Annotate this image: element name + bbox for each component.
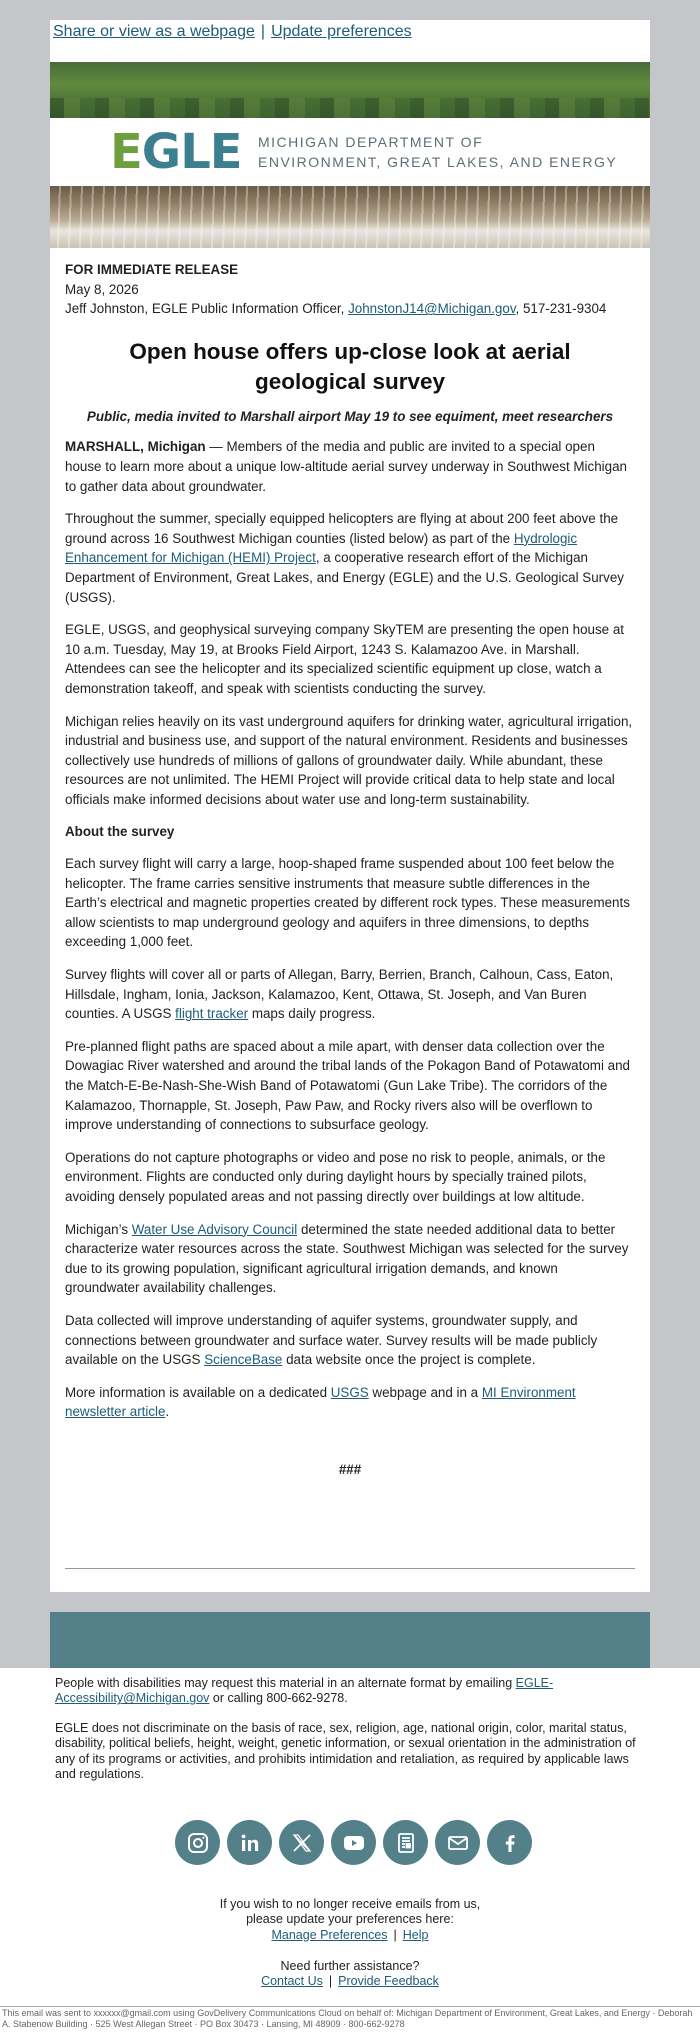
paragraph-10: Data collected will improve understanding of aquifer systems, groundwater supply, and connections between groundwater and surface water. Survey results will be made publicly available on the USGS ScienceBase data website once the project is complete. (65, 1312, 598, 1368)
footer (0, 1668, 700, 2036)
assistance-block (0, 1959, 700, 1990)
agency-name (258, 132, 617, 172)
end-mark: ### (338, 1461, 362, 1477)
manage-preferences-link[interactable]: Manage Preferences (271, 1927, 388, 1942)
assistance-links: Contact Us | Provide Feedback (261, 1974, 439, 1989)
preference-links: Manage Preferences | Help (271, 1927, 429, 1942)
article-body (65, 260, 635, 1480)
waterfall-photo (50, 186, 650, 248)
unsubscribe-line-1: If you wish to no longer receive emails from us, (219, 1897, 481, 1911)
help-link[interactable]: Help (402, 1927, 429, 1942)
egle-wordmark: EGLE (110, 124, 242, 180)
agency-name-line-2: ENVIRONMENT, GREAT LAKES, AND ENERGY (258, 154, 618, 170)
sciencebase-link[interactable]: ScienceBase (204, 1352, 283, 1368)
release-label: FOR IMMEDIATE RELEASE (65, 262, 239, 277)
press-contact: Jeff Johnston, EGLE Public Information Officer, JohnstonJ14@Michigan.gov, 517-231-9304 (65, 301, 607, 317)
unsubscribe-block (0, 1897, 700, 1943)
usgs-webpage-link[interactable]: USGS (330, 1384, 369, 1400)
newsletter-icon[interactable] (383, 1820, 428, 1865)
update-preferences-link[interactable]: Update preferences (271, 23, 412, 40)
linkedin-icon[interactable] (227, 1820, 272, 1865)
paragraph-9: Michigan’s Water Use Advisory Council determined the state needed additional data to better characterize water resources across the state. Southwest Michigan was selected for the survey due to its growing population, significant agricultural irrigation demands, and known groundwater availability challenges. (65, 1221, 629, 1296)
paragraph-2: Throughout the summer, specially equipped helicopters are flying at about 200 feet above the ground across 16 Southwest Michigan counties (listed below) as part of the Hydrologic Enhancement for Michigan (HEMI) Project, a cooperative research effort of the Michigan Department of Environment, Great Lakes, and Energy (EGLE) and the U.S. Geological Survey (USGS). (65, 511, 624, 605)
paragraph-7: Pre-planned flight paths are spaced about a mile apart, with denser data collection over the Dowagiac River watershed and around the tribal lands of the Pokagon Band of Potawatomi and the Match-E-Be-Nash-She-Wish Band of Potawatomi (Gun Lake Tribe). The corridors of the Kalamazoo, Thornapple, St. Joseph, Paw Paw, and Rocky rivers also will be overflown to improve understanding of connections to subsurface geology. (65, 1038, 630, 1133)
paragraph-8: Operations do not capture photographs or video and pose no risk to people, animals, or the environment. Flights are conducted only during daylight hours by specially trained pilots, avoiding densely populated areas and not passing directly over buildings at low altitude. (65, 1149, 606, 1204)
youtube-icon[interactable] (331, 1820, 376, 1865)
x-icon[interactable] (279, 1820, 324, 1865)
paragraph-11: More information is available on a dedicated USGS webpage and in a MI Environment newsletter article. (65, 1384, 576, 1420)
newsletter-article-link[interactable]: MI Environment newsletter article (65, 1384, 576, 1420)
email-card (50, 20, 650, 1592)
egle-logo (50, 118, 650, 186)
forest-photo (50, 62, 650, 118)
paragraph-4: Michigan relies heavily on its vast underground aquifers for drinking water, agricultural irrigation, industrial and business use, and support of the natural environment. Residents and businesses collectively use hundreds of millions of gallons of groundwater daily. While abundant, these resources are not unlimited. The HEMI Project will provide critical data to help state and local officials make informed decisions about water use and long-term sustainability. (65, 713, 633, 807)
provide-feedback-link[interactable]: Provide Feedback (338, 1974, 439, 1989)
unsubscribe-line-2: please update your preferences here: (246, 1912, 454, 1927)
top-separator: | (260, 23, 266, 40)
release-date: May 8, 2026 (65, 281, 139, 297)
social-links (175, 1820, 532, 1866)
water-use-council-link[interactable]: Water Use Advisory Council (131, 1221, 298, 1237)
flight-tracker-link[interactable]: flight tracker (175, 1006, 249, 1022)
email-icon[interactable] (435, 1820, 480, 1865)
assistance-heading: Need further assistance? (280, 1959, 420, 1973)
footer-divider (0, 2006, 700, 2007)
paragraph-5: Each survey flight will carry a large, hoop-shaped frame suspended about 100 feet below the helicopter. The frame carries sensitive instruments that measure subtle differences in the Earth’s electrical and magnetic properties created by different rock types. These measurements allow scientists to map underground geology and aquifers in three dimensions, to depths exceeding 1,000 feet. (65, 856, 630, 950)
headline: Open house offers up-close look at aerial geological survey (129, 338, 571, 394)
subheadline: Public, media invited to Marshall airport May 19 to see equiment, meet researchers (86, 408, 614, 424)
contact-us-link[interactable]: Contact Us (261, 1974, 323, 1989)
header-banner (50, 62, 650, 248)
accessibility-email-link[interactable]: EGLE-Accessibility@Michigan.gov (55, 1676, 554, 1706)
card-divider (65, 1568, 635, 1569)
hemi-project-link[interactable]: Hydrologic Enhancement for Michigan (HEMI) Project (65, 530, 578, 566)
section-heading: About the survey (65, 824, 175, 840)
paragraph-1: MARSHALL, Michigan — Members of the media and public are invited to a special open house to learn more about a unique low-altitude aerial survey underway in Southwest Michigan to gather data about groundwater. (65, 439, 627, 494)
top-links (50, 20, 650, 64)
agency-name-line-1: MICHIGAN DEPARTMENT OF (258, 134, 484, 150)
contact-email-link[interactable]: JohnstonJ14@Michigan.gov (348, 301, 516, 317)
paragraph-3: EGLE, USGS, and geophysical surveying company SkyTEM are presenting the open house at 10 a.m. Tuesday, May 19, at Brooks Field Airport, 1243 S. Kalamazoo Ave. in Marshall. Attendees can see the helicopter and its specialized scientific equipment up close, watch a demonstration takeoff, and speak with scientists conducting the survey. (65, 622, 624, 696)
facebook-icon[interactable] (487, 1820, 532, 1865)
instagram-icon[interactable] (175, 1820, 220, 1865)
paragraph-6: Survey flights will cover all or parts of Allegan, Barry, Berrien, Branch, Calhoun, Cass, Eaton, Hillsdale, Ingham, Ionia, Jackson, Kalamazoo, Kent, Ottawa, St. Joseph, and Van Buren counties. A USGS flight tracker maps daily progress. (65, 967, 614, 1022)
nondiscrimination-notice: EGLE does not discriminate on the basis of race, sex, religion, age, national origin, color, marital status, disability, political beliefs, height, weight, genetic information, or sexual orientation in the administration of any of its programs or activities, and prohibits intimidation and retaliation, as required by applicable laws and regulations. (55, 1721, 636, 1782)
share-webpage-link[interactable]: Share or view as a webpage (53, 23, 255, 40)
dateline: MARSHALL, Michigan (65, 439, 206, 455)
sender-fine-print: This email was sent to xxxxxx@gmail.com using GovDelivery Communications Cloud on behalf of: Michigan Department of Environment, Great Lakes, and Energy · Deborah A. Stabenow Building · 525 West Allegan Street · PO Box 30473 · Lansing, MI 48909 · 800-662-9278 (2, 2008, 693, 2029)
accessibility-notice: People with disabilities may request this material in an alternate format by emailing EGLE-Accessibility@Michigan.gov or calling 800-662-9278. (55, 1676, 554, 1706)
footer-banner (50, 1612, 650, 1668)
